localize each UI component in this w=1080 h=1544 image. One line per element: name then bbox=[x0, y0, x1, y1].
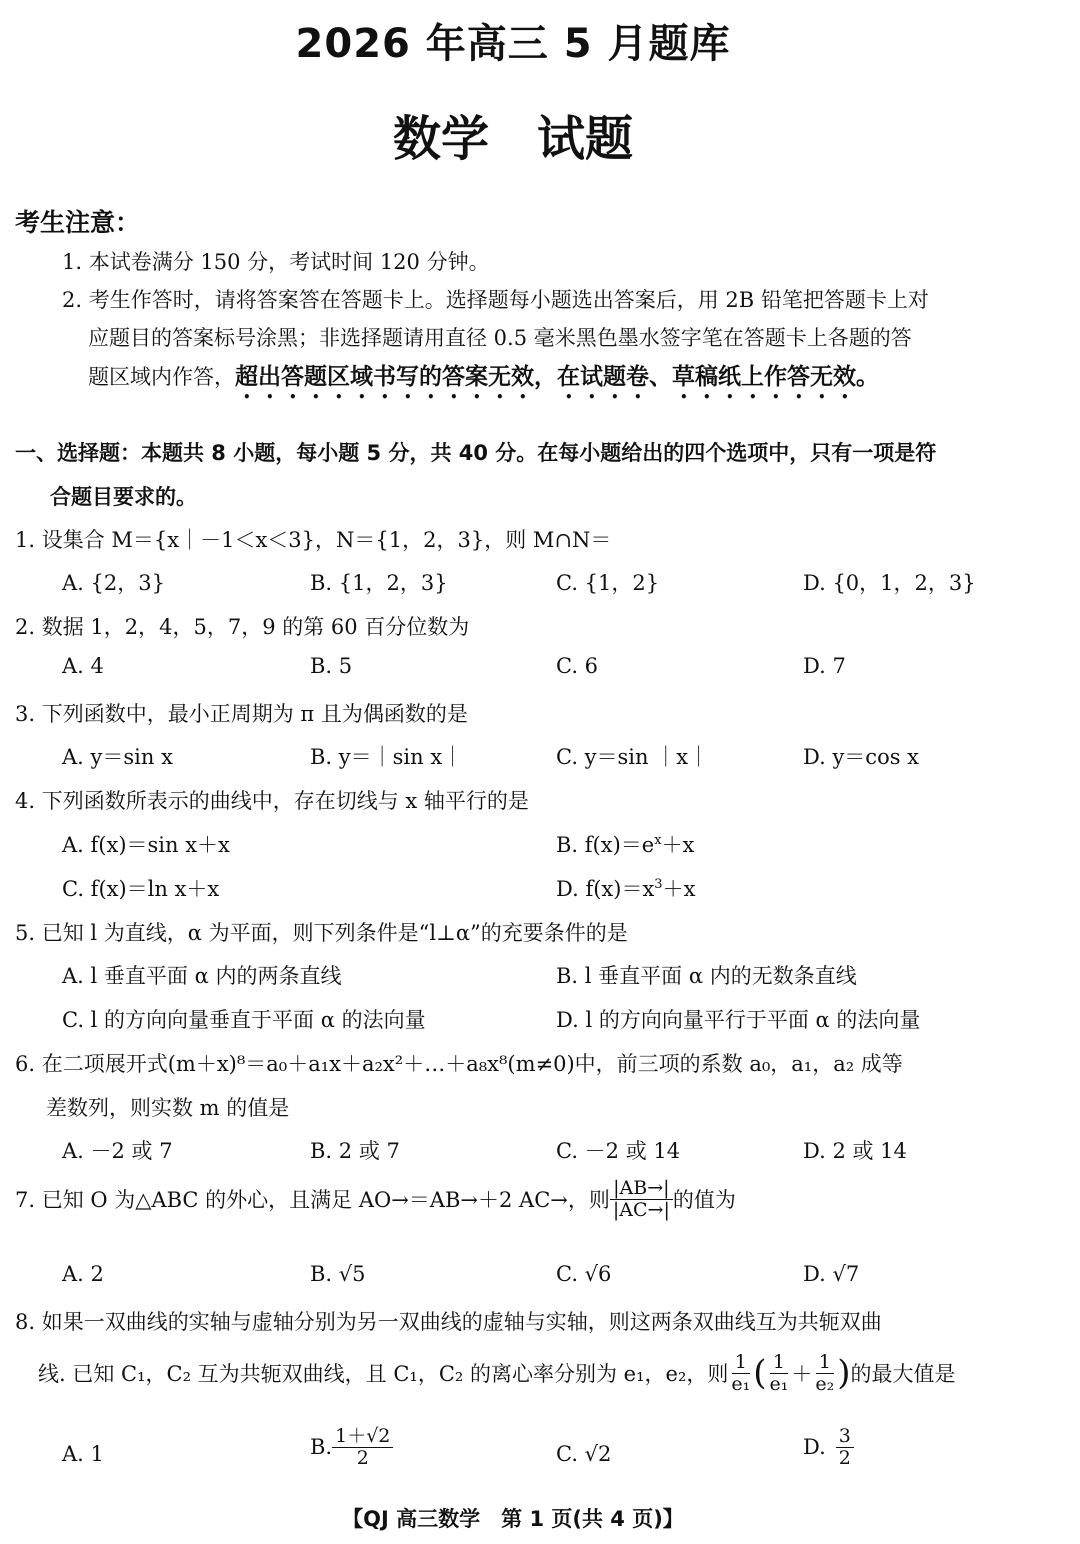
question-6-option-d: D. 2 或 14 bbox=[803, 1139, 907, 1163]
question-8-option-d-denominator: 2 bbox=[838, 1446, 851, 1469]
question-8-fraction-2 bbox=[767, 1352, 792, 1395]
question-8-option-d-fraction bbox=[836, 1426, 854, 1469]
question-8-option-c: C. √2 bbox=[556, 1442, 612, 1466]
question-8-option-d bbox=[803, 1426, 854, 1469]
question-3-option-b: B. y＝｜sin x｜ bbox=[310, 745, 464, 769]
question-2-option-b: B. 5 bbox=[310, 654, 353, 678]
question-4-option-a: A. f(x)＝sin x＋x bbox=[62, 833, 230, 857]
question-8-option-b-fraction bbox=[332, 1426, 393, 1469]
question-8-fraction-2-numerator: 1 bbox=[770, 1352, 788, 1374]
question-8-fraction-3-denominator: e₂ bbox=[815, 1372, 835, 1395]
question-4-option-d-base: D. f(x)＝x bbox=[556, 877, 655, 901]
question-4-option-d-exponent: 3 bbox=[654, 877, 663, 892]
question-8-stem-text: 线. 已知 C₁，C₂ 互为共轭双曲线，且 C₁，C₂ 的离心率分别为 e₁，e₂，则 bbox=[38, 1362, 729, 1387]
question-8-fraction-3-numerator: 1 bbox=[816, 1352, 834, 1374]
question-1-option-b: B. {1，2，3} bbox=[310, 571, 448, 595]
question-8-fraction-1 bbox=[728, 1352, 753, 1395]
question-7-stem-tail: 的值为 bbox=[672, 1188, 736, 1213]
question-8-option-b bbox=[310, 1426, 393, 1469]
question-4-option-b bbox=[556, 829, 694, 859]
question-8-option-b-numerator: 1＋√2 bbox=[332, 1426, 393, 1448]
question-8-stem-line-1: 8. 如果一双曲线的实轴与虚轴分别为另一双曲线的虚轴与实轴，则这两条双曲线互为共轭双曲 bbox=[15, 1310, 882, 1334]
question-7-option-c: C. √6 bbox=[556, 1262, 612, 1286]
question-1-option-a: A. {2，3} bbox=[62, 571, 165, 595]
question-1-stem: 1. 设集合 M＝{x｜－1＜x＜3}，N＝{1，2，3}，则 M∩N＝ bbox=[15, 528, 612, 552]
question-7-option-a: A. 2 bbox=[62, 1262, 104, 1286]
question-7-fraction bbox=[610, 1178, 673, 1221]
question-2-stem: 2. 数据 1，2，4，5，7，9 的第 60 百分位数为 bbox=[15, 615, 470, 639]
question-8-option-a: A. 1 bbox=[62, 1442, 104, 1466]
question-2-option-a: A. 4 bbox=[62, 654, 104, 678]
question-1-option-d: D. {0，1，2，3} bbox=[803, 571, 976, 595]
question-8-option-b-label: B. bbox=[310, 1435, 333, 1460]
question-4-option-c: C. f(x)＝ln x＋x bbox=[62, 877, 220, 901]
question-3-stem: 3. 下列函数中，最小正周期为 π 且为偶函数的是 bbox=[15, 702, 468, 726]
question-3-option-a: A. y＝sin x bbox=[62, 745, 173, 769]
notice-item-2-line-3-text: 题区域内作答， bbox=[88, 365, 235, 389]
question-6-option-a: A. －2 或 7 bbox=[62, 1139, 173, 1163]
question-8-option-b-denominator: 2 bbox=[356, 1446, 369, 1469]
right-paren: ) bbox=[837, 1353, 851, 1394]
question-8-fraction-2-denominator: e₁ bbox=[769, 1372, 789, 1395]
left-paren: ( bbox=[753, 1353, 767, 1394]
question-7-stem-text: 7. 已知 O 为△ABC 的外心，且满足 AO→＝AB→＋2 AC→，则 bbox=[15, 1188, 610, 1213]
question-2-option-c: C. 6 bbox=[556, 654, 599, 678]
question-5-option-b: B. l 垂直平面 α 内的无数条直线 bbox=[556, 964, 857, 988]
question-3-option-c: C. y＝sin ｜x｜ bbox=[556, 745, 710, 769]
question-3-option-d: D. y＝cos x bbox=[803, 745, 920, 769]
notice-emphasis: 超出答题区域书写的答案无效，在试题卷、草稿纸上作答无效。 bbox=[235, 364, 879, 390]
page-footer: 【QJ 高三数学 第 1 页(共 4 页)】 bbox=[342, 1507, 684, 1531]
question-4-option-b-exponent: x bbox=[654, 833, 662, 848]
notice-item-2-line-1: 2. 考生作答时，请将答案答在答题卡上。选择题每小题选出答案后，用 2B 铅笔把答题卡上对 bbox=[62, 288, 929, 312]
question-6-stem-line-2: 差数列，则实数 m 的值是 bbox=[46, 1096, 290, 1120]
question-2-option-d: D. 7 bbox=[803, 654, 846, 678]
question-8-option-d-numerator: 3 bbox=[836, 1426, 854, 1448]
question-4-stem: 4. 下列函数所表示的曲线中，存在切线与 x 轴平行的是 bbox=[15, 789, 529, 813]
question-4-option-d-tail: ＋x bbox=[662, 877, 696, 901]
notice-item-2-line-2: 应题目的答案标号涂黑；非选择题请用直径 0.5 毫米黑色墨水签字笔在答题卡上各题的答 bbox=[88, 326, 912, 350]
question-4-option-d bbox=[556, 873, 695, 903]
question-8-fraction-3 bbox=[812, 1352, 837, 1395]
question-8-fraction-1-numerator: 1 bbox=[732, 1352, 750, 1374]
question-7-option-b: B. √5 bbox=[310, 1262, 366, 1286]
subject-title: 数学 试题 bbox=[392, 111, 633, 167]
question-7-option-d: D. √7 bbox=[803, 1262, 860, 1286]
question-7-fraction-numerator: |AB→| bbox=[610, 1178, 672, 1200]
question-6-option-b: B. 2 或 7 bbox=[310, 1139, 400, 1163]
question-6-stem-line-1: 6. 在二项展开式(m＋x)⁸＝a₀＋a₁x＋a₂x²＋…＋a₈x⁸(m≠0)中，前三项的系数 a₀，a₁，a₂ 成等 bbox=[15, 1052, 903, 1076]
question-7-stem bbox=[15, 1178, 736, 1221]
plus-sign: ＋ bbox=[791, 1362, 813, 1387]
section-1-instruction-line-2: 合题目要求的。 bbox=[50, 485, 197, 509]
question-8-option-d-label: D. bbox=[803, 1435, 826, 1460]
notice-item-1: 1. 本试卷满分 150 分，考试时间 120 分钟。 bbox=[62, 250, 490, 274]
section-1-instruction-line-1: 一、选择题：本题共 8 小题，每小题 5 分，共 40 分。在每小题给出的四个选项中，只有一项是符 bbox=[15, 441, 937, 465]
question-1-option-c: C. {1，2} bbox=[556, 571, 660, 595]
question-5-option-d: D. l 的方向向量平行于平面 α 的法向量 bbox=[556, 1008, 921, 1032]
question-6-option-c: C. －2 或 14 bbox=[556, 1139, 681, 1163]
question-8-stem-line-2 bbox=[38, 1352, 956, 1395]
exam-title: 2026 年高三 5 月题库 bbox=[295, 21, 731, 67]
question-4-option-b-tail: ＋x bbox=[661, 833, 695, 857]
notice-item-2-line-3 bbox=[88, 358, 879, 404]
notice-heading: 考生注意： bbox=[15, 208, 141, 237]
question-8-stem-tail: 的最大值是 bbox=[850, 1362, 956, 1387]
question-5-option-a: A. l 垂直平面 α 内的两条直线 bbox=[62, 964, 342, 988]
question-4-option-b-base: B. f(x)＝e bbox=[556, 833, 655, 857]
question-5-option-c: C. l 的方向向量垂直于平面 α 的法向量 bbox=[62, 1008, 426, 1032]
question-8-fraction-1-denominator: e₁ bbox=[731, 1372, 751, 1395]
question-7-fraction-denominator: |AC→| bbox=[612, 1198, 670, 1221]
question-5-stem: 5. 已知 l 为直线，α 为平面，则下列条件是“l⊥α”的充要条件的是 bbox=[15, 921, 628, 945]
